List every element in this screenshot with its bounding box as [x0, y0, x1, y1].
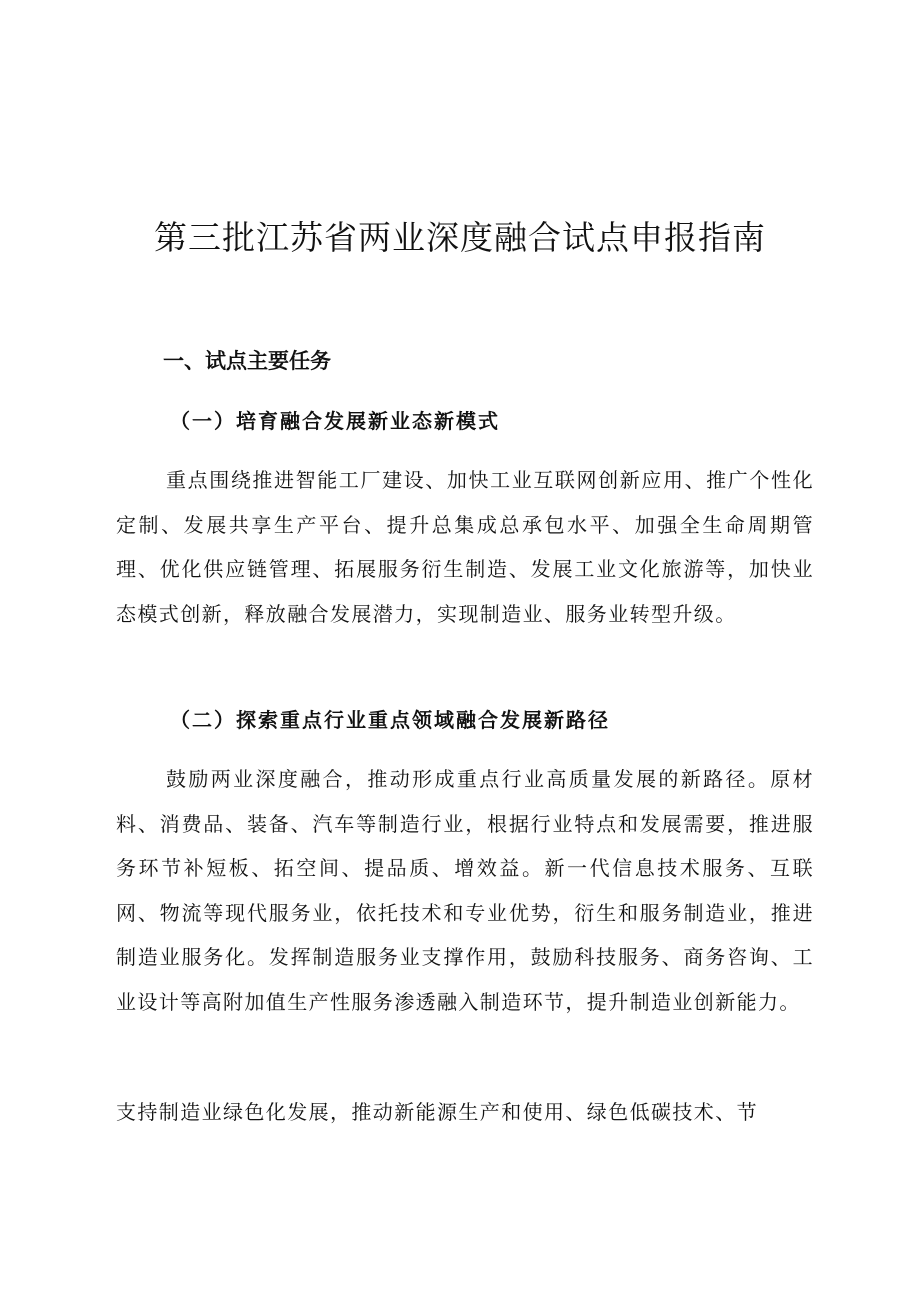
subsection-heading-new-paths: （二）探索重点行业重点领域融合发展新路径	[170, 708, 610, 732]
paragraph-new-business-models: 重点围绕推进智能工厂建设、加快工业互联网创新应用、推广个性化定制、发展共享生产平台、提升总集成总承包水平、加强全生命周期管理、优化供应链管理、拓展服务衍生制造、发展工业文化旅游等，加快业态模式创新，释放融合发展潜力，实现制造业、服务业转型升级。	[116, 468, 814, 626]
subsection-heading-new-business-models: （一）培育融合发展新业态新模式	[170, 409, 500, 433]
paragraph-new-paths: 鼓励两业深度融合，推动形成重点行业高质量发展的新路径。原材料、消费品、装备、汽车等制造行业，根据行业特点和发展需要，推进服务环节补短板、拓空间、提品质、增效益。新一代信息技术服务、互联网、物流等现代服务业，依托技术和专业优势，衍生和服务制造业，推进制造业服务化。发挥制造服务业支撑作用，鼓励科技服务、商务咨询、工业设计等高附加值生产性服务渗透融入制造环节，提升制造业创新能力。	[116, 767, 814, 1014]
section-heading-main-tasks: 一、试点主要任务	[163, 349, 331, 373]
document-title: 第三批江苏省两业深度融合试点申报指南	[154, 218, 766, 257]
paragraph-green-development: 支持制造业绿色化发展，推动新能源生产和使用、绿色低碳技术、节	[116, 1100, 758, 1124]
